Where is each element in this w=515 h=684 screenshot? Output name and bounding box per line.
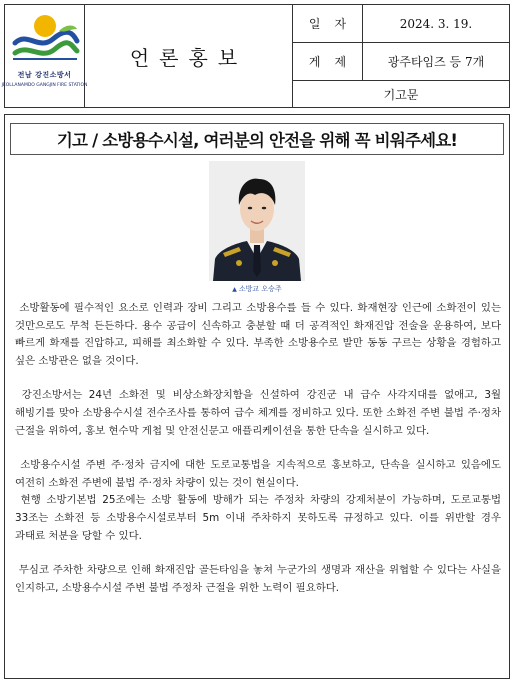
subject-label: 게제 bbox=[293, 43, 363, 80]
article-paragraph: 소방용수시설 주변 주·정차 금지에 대한 도로교통법을 지속적으로 홍보하고, 단속을 실시하고 있음에도 여전히 소화전 주변에 불법 주·정차 차량이 있는 것이 현실이다. bbox=[15, 459, 501, 489]
article-frame bbox=[4, 114, 510, 679]
article-paragraph: 강진소방서는 24년 소화전 및 비상소화장치함을 신설하여 강진군 내 급수 사각지대를 없애고, 3월 해빙기를 맞아 소방용수시설 전수조사를 통하여 급수 체계를 정비하고 있다. 또한 소화전 주변 불법 주·정차 근절을 위하여, 홍보 현수막 게첩 및 안전신문고 애플리케이션을 통한 단속을 실시하고 있다. bbox=[15, 389, 501, 437]
subject-value: 광주타임즈 등 7개 bbox=[387, 55, 485, 69]
photo-caption bbox=[232, 284, 281, 294]
firefighter-portrait-photo bbox=[209, 161, 305, 281]
article-headline: 기고 / 소방용수시설, 여러분의 안전을 위해 꼭 비워주세요! bbox=[10, 123, 504, 155]
gangjin-fire-station-logo-icon bbox=[9, 13, 81, 65]
document-title: 언론홍보 bbox=[129, 45, 248, 70]
triangle-up-icon: ▲ bbox=[232, 286, 237, 293]
meta-table bbox=[293, 5, 509, 107]
document-title-cell bbox=[85, 5, 293, 107]
date-row bbox=[293, 5, 509, 43]
author-photo bbox=[209, 161, 305, 281]
logo-cell bbox=[1, 5, 88, 107]
logo-org-name: 전남 강진소방서 bbox=[17, 71, 72, 79]
press-release-header bbox=[1, 4, 510, 108]
category-cell: 기고문 bbox=[383, 87, 419, 102]
author-photo-block bbox=[5, 161, 509, 294]
article-paragraph: 무심코 주차한 차량으로 인해 화재진압 골든타임을 놓쳐 누군가의 생명과 재산을 위협할 수 있다는 사실을 인지하고, 소방용수시설 주변 불법 주정차 근절을 위한 노력이 필요하다. bbox=[15, 564, 501, 594]
logo-org-name-en: JEOLLANAMDO GANGJIN FIRE STATION bbox=[1, 83, 88, 88]
date-label: 일자 bbox=[293, 5, 363, 42]
article-paragraph: 현행 소방기본법 25조에는 소방 활동에 방해가 되는 주정차 차량의 강제처분이 가능하며, 도로교통법 33조는 소화전 등 소방용수시설로부터 5m 이내 주차하지 못하도록 규정하고 있다. 이를 위반할 경우 과태료 처분을 당할 수 있다. bbox=[15, 494, 501, 542]
article-paragraph: 소방활동에 필수적인 요소로 인력과 장비 그리고 소방용수를 들 수 있다. 화재현장 인근에 소화전이 있는 것만으로도 무척 든든하다. 용수 공급이 신속하고 충분할 때 더 공격적인 화재진압 전술을 운용하여, 보다 빠르게 화재를 진압하고, 피해를 최소화할 수 있다. 부족한 소방용수로 발만 동동 구르는 상황을 경험하고 싶은 소방관은 없을 것이다. bbox=[15, 302, 501, 367]
date-value: 2024. 3. 19. bbox=[399, 16, 473, 31]
article-body bbox=[5, 300, 509, 597]
subject-row bbox=[293, 43, 509, 81]
caption-text: 소방교 오승주 bbox=[238, 285, 282, 293]
